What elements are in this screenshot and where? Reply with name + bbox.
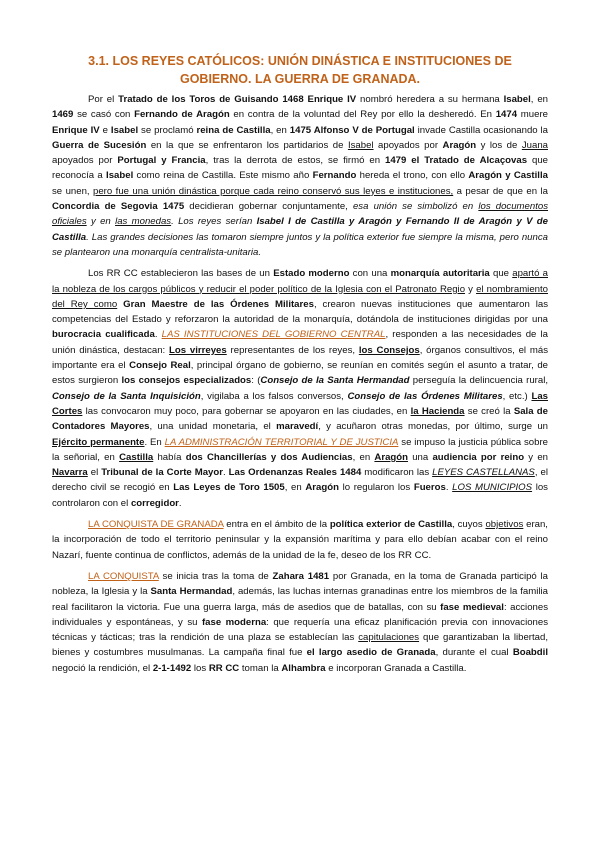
text-run: Las Ordenanzas Reales 1484: [228, 467, 362, 479]
text-run: que: [489, 268, 513, 280]
text-run: RR CC: [208, 662, 240, 674]
text-run: , principal órgano de gobierno, se reunían en comités según el asunto a tratar, de estos surgieron: [52, 360, 548, 387]
document-page: [52, 52, 548, 682]
text-run: LA CONQUISTA: [88, 570, 159, 582]
text-run: la Hacienda: [410, 405, 465, 417]
text-run: Boabdil: [512, 647, 548, 659]
text-run: , además, las luchas internas granadinas entre los miembros de la familia real facilitaron la victoria. Fue una guerra larga, más de asedios que de batallas, con su: [52, 586, 548, 613]
text-run: las convocaron muy poco, para gobernar se apoyaron en las ciudades, en: [82, 405, 411, 417]
text-run: lo regularon los: [338, 482, 414, 494]
text-run: Guerra de Sucesión: [52, 139, 147, 151]
text-run: entra en el ámbito de la: [223, 519, 330, 531]
text-run: Zahara 1481: [272, 570, 330, 582]
text-run: Sala de Contadores Mayores: [52, 405, 548, 433]
text-run: Santa Hermandad: [150, 586, 233, 598]
text-run: , una unidad monetaria, el: [149, 421, 277, 433]
text-run: LA ADMINISTRACIÓN TERRITORIAL Y DE JUSTICIA: [164, 436, 399, 448]
text-run: nombró heredera a su hermana: [356, 94, 504, 105]
text-run: .: [154, 329, 162, 341]
text-run: las monedas: [115, 216, 172, 228]
text-run: Alhambra: [281, 662, 326, 674]
paragraph-instituciones: [52, 266, 548, 511]
text-run: se unen,: [52, 185, 94, 197]
text-run: monarquía autoritaria: [390, 268, 490, 280]
text-run: Juana: [521, 139, 548, 151]
text-run: Navarra: [52, 467, 88, 479]
text-run: el nombramiento del Rey como: [52, 283, 548, 310]
text-run: Tratado de los Toros de Guisando 1468 Enrique IV: [118, 94, 357, 105]
text-run: el largo asedio de Granada: [306, 647, 436, 659]
text-run: Isabel: [110, 124, 139, 136]
text-run: que reconocía a: [52, 155, 548, 182]
text-run: Por el: [88, 94, 119, 105]
text-run: : acciones individuales y espontáneas, y su: [52, 601, 548, 628]
text-run: con una: [349, 268, 391, 280]
text-run: 1469: [52, 109, 74, 121]
text-run: y en: [524, 451, 548, 463]
text-run: que garantizaban la libertad, bienes y costumbres musulmanas. La campaña final fue: [52, 632, 549, 659]
text-run: LOS MUNICIPIOS: [452, 482, 533, 494]
text-run: Aragón: [305, 482, 339, 494]
text-run: Consejo de la Santa Hermandad: [260, 375, 410, 387]
text-run: se casó con: [73, 109, 135, 121]
text-run: .: [445, 482, 453, 494]
text-run: y: [465, 283, 477, 295]
text-run: se inicia tras la toma de: [158, 570, 273, 582]
text-run: , en: [270, 124, 290, 136]
text-run: Isabel: [347, 139, 374, 151]
text-run: eran, la incorporación de todo el territorio peninsular y la expansión marítima y para ello debían acabar con el reino Nazarí, fuente continua de conflictos, además de la unidad de la fe, deseo de los RR CC.: [52, 519, 548, 561]
text-run: , vigilaba a los falsos conversos,: [200, 390, 348, 402]
text-run: Gran Maestre de las Órdenes Militares: [123, 298, 314, 310]
text-run: y en: [86, 216, 116, 228]
text-run: , en: [530, 94, 548, 105]
text-run: pero fue una unión dinástica porque cada reino conservó sus leyes e instituciones,: [93, 185, 454, 197]
text-run: hereda el trono, con ello: [356, 170, 469, 182]
text-run: Los RR CC establecieron las bases de un: [88, 268, 274, 280]
text-run: los: [191, 662, 209, 674]
text-run: , crearon nuevas instituciones que aumentaron las competencias del Estado y reforzaron la autoridad de la monarquía, dotándola de instituciones dirigidas por una: [52, 298, 549, 326]
text-run: objetivos: [485, 519, 524, 531]
text-run: .: [222, 467, 229, 479]
text-run: e incorporan Granada a Castilla.: [325, 662, 467, 674]
text-run: 2-1-1492: [152, 662, 192, 674]
text-run: , el derecho civil se recogió en: [52, 467, 548, 494]
text-run: LAS INSTITUCIONES DEL GOBIERNO CENTRAL: [161, 329, 386, 341]
text-run: Fernando: [312, 170, 357, 182]
text-run: . En: [144, 436, 165, 448]
text-run: 1475 Alfonso V de Portugal: [289, 124, 415, 136]
text-run: , etc.): [502, 390, 532, 402]
text-run: se creó la: [464, 405, 514, 417]
text-run: esa unión se simbolizó en: [352, 201, 479, 213]
text-run: maravedí: [276, 421, 319, 433]
text-run: Las Leyes de Toro 1505: [173, 482, 285, 494]
text-run: , durante el cual: [435, 647, 513, 659]
text-run: política exterior de Castilla: [329, 519, 453, 531]
text-run: Enrique IV: [52, 124, 100, 136]
text-run: dos Chancillerías y dos Audiencias: [185, 451, 353, 463]
paragraph-union-dinastica: [52, 92, 548, 260]
text-run: los documentos oficiales: [52, 201, 549, 228]
text-run: Concordia de Segovia 1475: [52, 201, 185, 213]
text-run: , en: [284, 482, 306, 494]
text-run: una: [407, 451, 433, 463]
text-run: 1474: [495, 109, 518, 121]
document-title: 3.1. LOS REYES CATÓLICOS: UNIÓN DINÁSTICA E INSTITUCIONES DE GOBIERNO. LA GUERRA DE GRANADA.: [88, 54, 512, 86]
text-run: burocracia cualificada: [52, 329, 155, 341]
text-run: Consejo Real: [129, 360, 191, 372]
paragraph-conquista: [52, 569, 548, 676]
text-run: Ejército permanente: [52, 436, 145, 448]
text-run: negoció la rendición, el: [52, 662, 153, 674]
text-run: : que requería una eficaz planificación previa con innovaciones técnicas y tácticas; tras la rendición de una plaza se establecían las: [52, 616, 549, 644]
text-run: Aragón: [374, 451, 408, 463]
paragraph-conquista-intro: [52, 517, 548, 563]
text-run: había: [153, 451, 186, 463]
text-run: Tribunal de la Corte Mayor: [101, 467, 223, 479]
text-run: toman la: [239, 662, 282, 674]
text-run: Las Cortes: [52, 390, 549, 417]
text-run: audiencia por reino: [432, 451, 525, 463]
text-run: como reina de Castilla. Este mismo año: [133, 170, 313, 182]
text-run: capitulaciones: [358, 632, 420, 644]
text-run: apoyados por: [52, 155, 118, 167]
text-run: corregidor: [130, 497, 179, 509]
text-run: LA CONQUISTA DE GRANADA: [88, 519, 224, 531]
text-run: Isabel: [503, 94, 531, 105]
text-run: , cuyos: [452, 519, 486, 531]
text-run: Fernando de Aragón: [134, 109, 230, 121]
text-run: se impuso la justicia pública sobre la señorial, en: [52, 436, 548, 463]
text-run: Consejo de las Órdenes Militares: [347, 390, 503, 402]
text-run: a pesar de que en la: [453, 185, 548, 197]
text-run: Aragón y Castilla: [468, 170, 548, 182]
text-run: el: [87, 467, 102, 479]
text-run: Fueros: [413, 482, 446, 494]
text-run: y los de: [476, 139, 522, 151]
text-run: Consejo de la Santa Inquisición: [52, 390, 201, 402]
text-run: reina de Castilla: [196, 124, 271, 136]
text-run: los consejos especializados: [121, 375, 252, 387]
text-run: Aragón: [442, 139, 477, 151]
text-run: , responden a las necesidades de la unión dinástica, destacan:: [52, 329, 549, 356]
text-run: : (: [251, 375, 261, 387]
text-run: LEYES CASTELLANAS: [432, 467, 535, 479]
text-run: perseguía la delincuencia rural,: [409, 375, 548, 387]
text-run: fase moderna: [201, 616, 267, 628]
text-run: los Consejos: [358, 344, 420, 356]
text-run: e: [99, 124, 111, 136]
text-run: por Granada, en la toma de Granada participó la nobleza, la Iglesia y la: [52, 570, 548, 598]
text-run: invade Castilla ocasionando la: [414, 124, 549, 136]
text-run: Portugal y Francia: [117, 155, 206, 167]
text-run: , en: [352, 451, 375, 463]
text-run: Isabel I de Castilla y Aragón y Fernando II de Aragón y V de Castilla: [52, 216, 549, 243]
text-run: .: [178, 497, 182, 509]
text-run: representantes de los reyes,: [226, 344, 359, 356]
text-run: Isabel: [106, 170, 134, 182]
text-run: , órganos consultivos, el más importante era el: [52, 344, 548, 372]
text-run: los controlaron con el: [52, 482, 548, 509]
text-run: fase medieval: [440, 601, 504, 613]
text-run: apartó a la nobleza de los cargos públicos y reducir el poder político de la Iglesia con el Patronato Regio: [52, 268, 548, 295]
text-run: decidieran gobernar conjuntamente,: [184, 201, 353, 213]
text-run: . Los reyes serían: [171, 216, 257, 228]
text-run: en contra de la voluntad del Rey por ello la desheredó. En: [229, 109, 496, 121]
text-run: se proclamó: [138, 124, 197, 136]
text-run: muere: [517, 109, 548, 121]
text-run: apoyados por: [373, 139, 443, 151]
text-run: , y acuñaron otras monedas, por último, surge un: [318, 421, 549, 433]
text-run: modificaron las: [361, 467, 433, 479]
text-run: . Las grandes decisiones las tomaron siempre juntos y la política exterior fue siempre la misma, pero nunca se plantearon una monarquía centralista-unitaria.: [52, 231, 548, 258]
text-run: 1479 el Tratado de Alcaçovas: [384, 155, 528, 167]
text-run: Los virreyes: [169, 344, 227, 356]
text-run: Estado moderno: [273, 268, 350, 280]
text-run: Castilla: [119, 451, 154, 463]
text-run: , tras la derrota de estos, se firmó en: [205, 155, 385, 167]
text-run: en la que se enfrentaron los partidarios de: [146, 139, 348, 151]
